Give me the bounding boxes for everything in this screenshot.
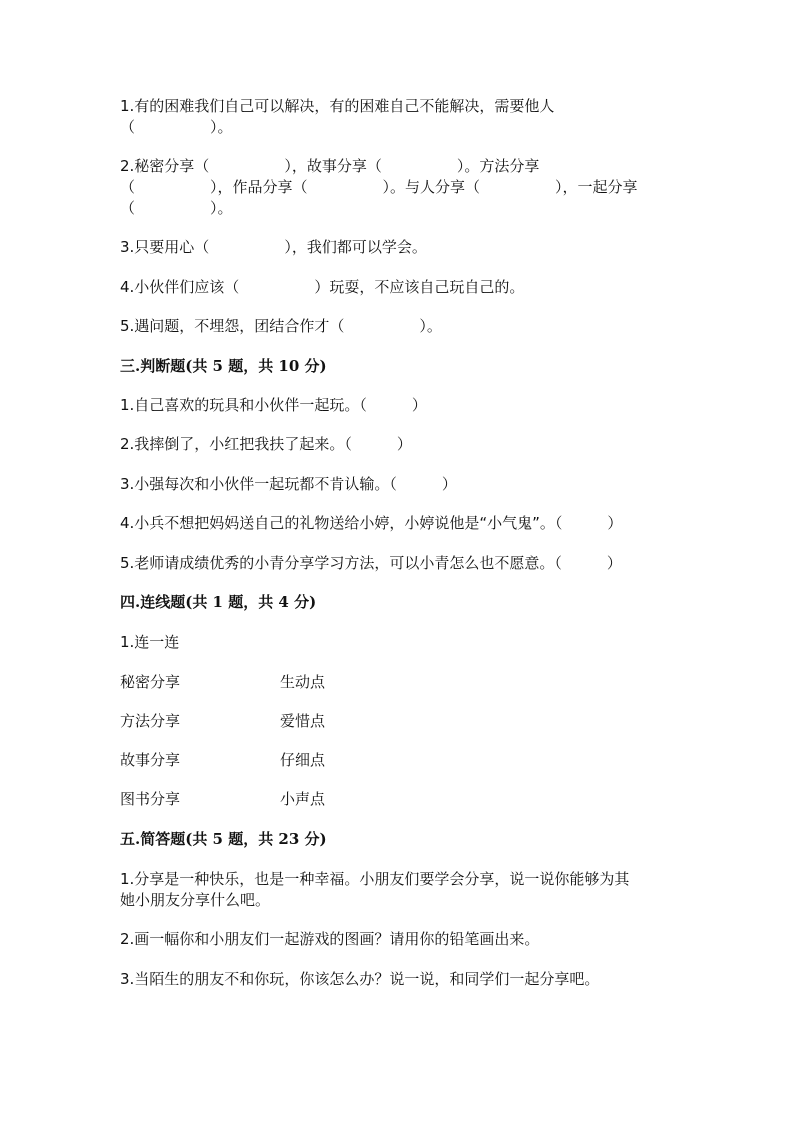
match-right-item: 生动点	[280, 673, 326, 691]
fill-q2-line2: （ ），作品分享（ ）。与人分享（ ），一起分享	[120, 178, 638, 196]
judge-item: 1.自己喜欢的玩具和小伙伴一起玩。（ ）	[120, 396, 427, 414]
match-right-item: 仔细点	[280, 751, 326, 769]
match-left-item: 方法分享	[120, 712, 181, 730]
fill-q4: 4.小伙伴们应该（ ）玩耍，不应该自己玩自己的。	[120, 278, 525, 296]
fill-q2-line3: （ ）。	[120, 199, 233, 217]
fill-q1-line1: 1.有的困难我们自己可以解决，有的困难自己不能解决，需要他人	[120, 97, 555, 115]
fill-q5: 5.遇问题，不埋怨，团结合作才（ ）。	[120, 317, 442, 335]
judge-item: 5.老师请成绩优秀的小青分享学习方法，可以小青怎么也不愿意。（ ）	[120, 554, 622, 572]
match-left-item: 秘密分享	[120, 673, 181, 691]
short-q3: 3.当陌生的朋友不和你玩，你该怎么办？说一说，和同学们一起分享吧。	[120, 970, 600, 988]
judge-item: 2.我摔倒了，小红把我扶了起来。（ ）	[120, 435, 412, 453]
match-right-item: 爱惜点	[280, 712, 326, 730]
short-answer-heading: 五.简答题(共 5 题，共 23 分)	[120, 830, 327, 848]
fill-q2-line1: 2.秘密分享（ ），故事分享（ ）。方法分享	[120, 157, 540, 175]
short-q2: 2.画一幅你和小朋友们一起游戏的图画？请用你的铅笔画出来。	[120, 930, 540, 948]
match-right-item: 小声点	[280, 790, 326, 808]
judge-heading: 三.判断题(共 5 题，共 10 分)	[120, 357, 327, 375]
short-q1-line1: 1.分享是一种快乐，也是一种幸福。小朋友们要学会分享，说一说你能够为其	[120, 870, 630, 888]
fill-q3: 3.只要用心（ ），我们都可以学会。	[120, 238, 427, 256]
match-left-item: 故事分享	[120, 751, 181, 769]
judge-item: 3.小强每次和小伙伴一起玩都不肯认输。（ ）	[120, 475, 457, 493]
judge-item: 4.小兵不想把妈妈送自己的礼物送给小婷，小婷说他是“小气鬼”。（ ）	[120, 514, 623, 532]
short-q1-line2: 她小朋友分享什么吧。	[120, 891, 271, 909]
match-left-item: 图书分享	[120, 790, 181, 808]
match-heading: 四.连线题(共 1 题，共 4 分)	[120, 593, 317, 611]
match-prompt: 1.连一连	[120, 633, 180, 651]
fill-q1-line2: （ ）。	[120, 118, 233, 136]
